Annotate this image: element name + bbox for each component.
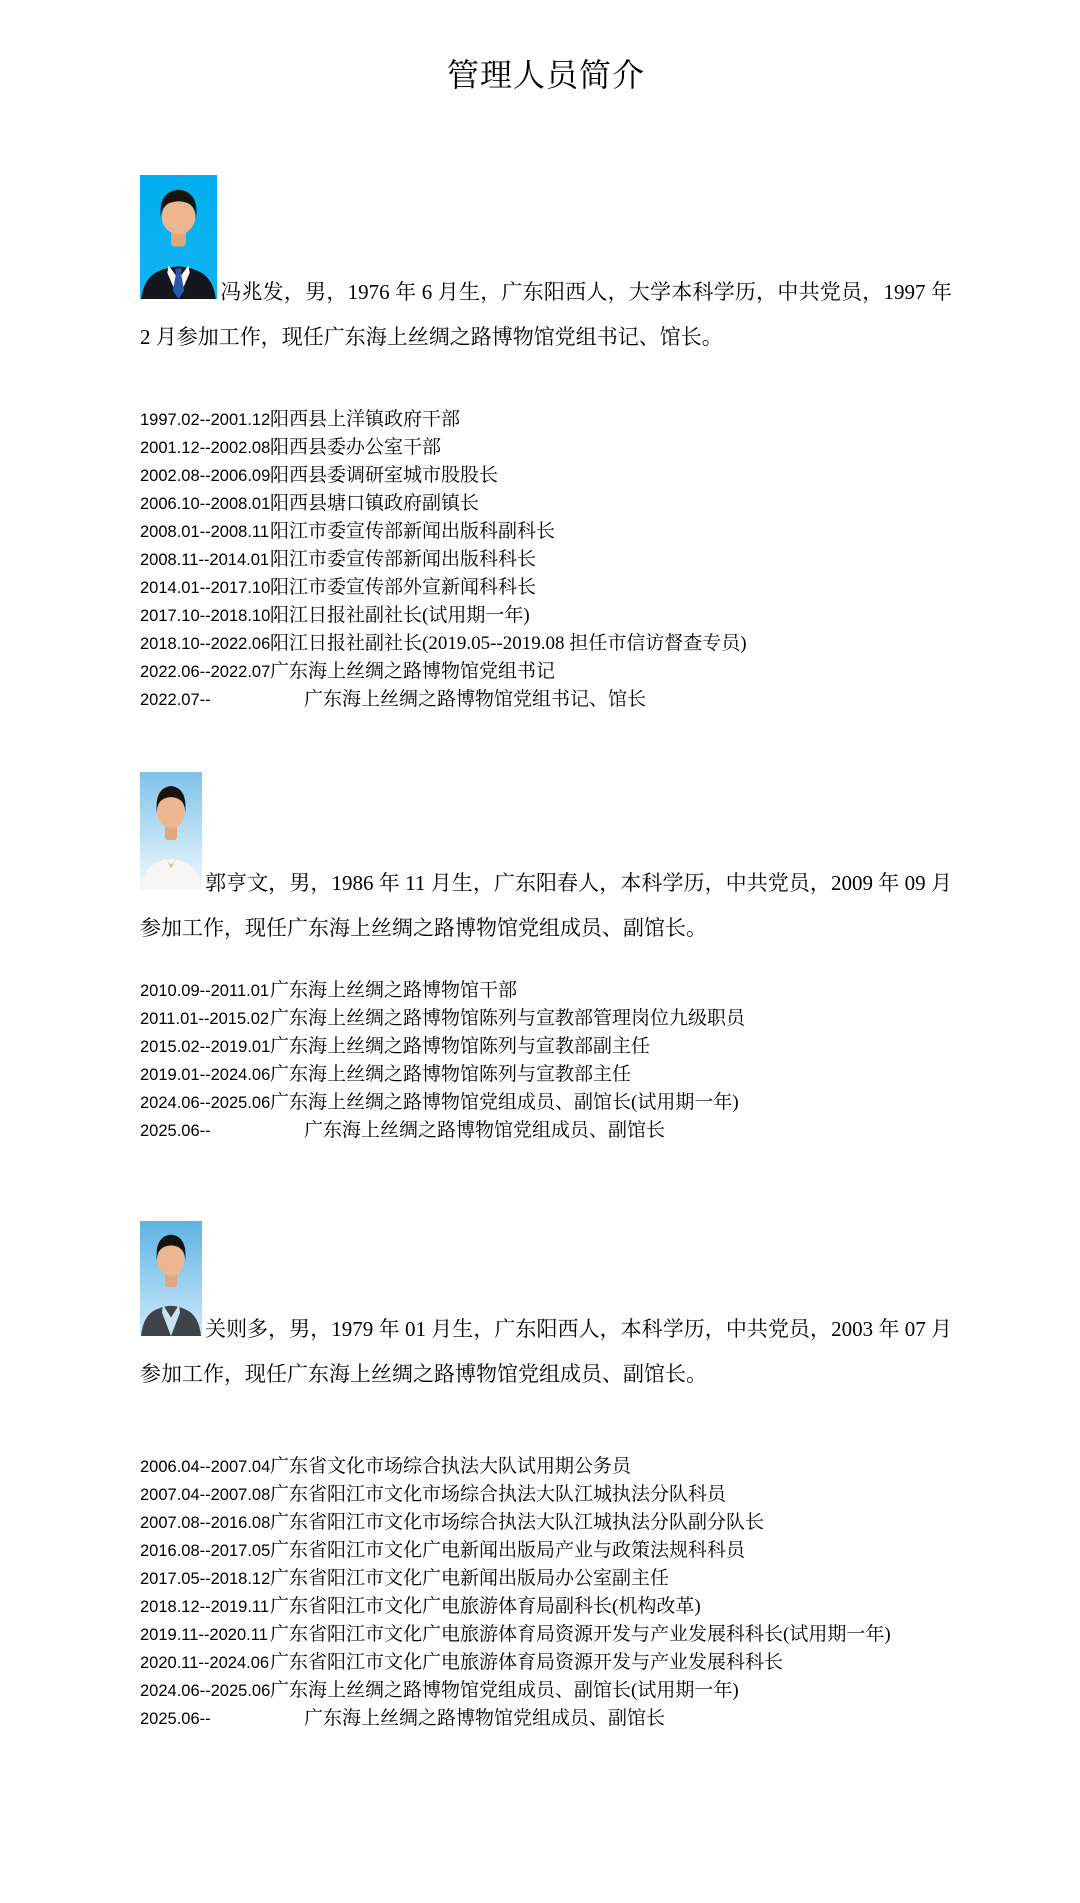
timeline-position: 广东海上丝绸之路博物馆陈列与宣教部主任: [270, 1064, 632, 1085]
timeline-position: 广东省阳江市文化广电旅游体育局资源开发与产业发展科科长(试用期一年): [270, 1624, 891, 1645]
timeline-entry: [140, 977, 952, 1005]
timeline-period: 2010.09--2011.01: [140, 982, 270, 1000]
timeline-entry: [140, 1509, 952, 1537]
timeline-period: 2007.04--2007.08: [140, 1486, 271, 1504]
timeline-position: 阳江市委宣传部外宣新闻科科长: [270, 577, 537, 598]
timeline-position: 阳西县委办公室干部: [270, 437, 442, 458]
timeline-entry: [140, 1677, 952, 1705]
career-timeline: [140, 406, 952, 714]
timeline-period: 2024.06--2025.06: [140, 1094, 271, 1112]
timeline-position: 广东省阳江市文化广电旅游体育局资源开发与产业发展科科长: [270, 1652, 784, 1673]
timeline-entry: [140, 1453, 952, 1481]
timeline-position: 广东省阳江市文化市场综合执法大队江城执法分队科员: [270, 1484, 727, 1505]
timeline-position: 广东海上丝绸之路博物馆党组成员、副馆长(试用期一年): [270, 1680, 739, 1701]
timeline-period: 2015.02--2019.01: [140, 1038, 271, 1056]
timeline-position: 阳西县上洋镇政府干部: [270, 409, 461, 430]
timeline-entry: [140, 630, 952, 658]
timeline-entry: [140, 1565, 952, 1593]
timeline-period: 2008.11--2014.01: [140, 551, 270, 569]
timeline-position: 阳江日报社副社长(2019.05--2019.08 担任市信访督查专员): [270, 633, 747, 654]
timeline-position: 广东海上丝绸之路博物馆陈列与宣教部副主任: [270, 1036, 651, 1057]
timeline-entry: [140, 1089, 952, 1117]
timeline-period: 2024.06--2025.06: [140, 1682, 271, 1700]
timeline-entry: [140, 602, 952, 630]
timeline-entry: [140, 1061, 952, 1089]
timeline-period: 1997.02--2001.12: [140, 411, 271, 429]
timeline-entry: [140, 686, 952, 714]
timeline-period: 2014.01--2017.10: [140, 579, 271, 597]
timeline-entry: [140, 1537, 952, 1565]
timeline-entry: [140, 1705, 952, 1733]
timeline-position: 广东海上丝绸之路博物馆陈列与宣教部管理岗位九级职员: [270, 1008, 746, 1029]
portrait-photo: [140, 175, 217, 299]
timeline-period: 2008.01--2008.11: [140, 523, 270, 541]
timeline-entry: [140, 546, 952, 574]
timeline-position: 广东省阳江市文化广电新闻出版局办公室副主任: [270, 1568, 670, 1589]
timeline-position: 阳江日报社副社长(试用期一年): [270, 605, 530, 626]
timeline-position: 广东海上丝绸之路博物馆党组成员、副馆长: [304, 1708, 666, 1729]
timeline-position: 阳西县委调研室城市股股长: [270, 465, 499, 486]
timeline-position: 广东省阳江市文化市场综合执法大队江城执法分队副分队长: [270, 1512, 765, 1533]
timeline-period: 2007.08--2016.08: [140, 1514, 271, 1532]
career-timeline: [140, 977, 952, 1145]
profile-section: [140, 175, 952, 714]
document-page: [0, 50, 1080, 1733]
timeline-period: 2011.01--2015.02: [140, 1010, 270, 1028]
timeline-period: 2022.07--: [140, 691, 211, 709]
profile-section: [140, 1221, 952, 1733]
portrait-photo: [140, 772, 202, 890]
timeline-period: 2025.06--: [140, 1122, 211, 1140]
timeline-period: 2001.12--2002.08: [140, 439, 271, 457]
timeline-period: 2018.10--2022.06: [140, 635, 271, 653]
timeline-period: 2016.08--2017.05: [140, 1542, 271, 1560]
timeline-period: 2022.06--2022.07: [140, 663, 271, 681]
timeline-period: 2025.06--: [140, 1710, 211, 1728]
timeline-position: 广东省阳江市文化广电旅游体育局副科长(机构改革): [270, 1596, 701, 1617]
timeline-entry: [140, 1481, 952, 1509]
timeline-position: 阳江市委宣传部新闻出版科副科长: [270, 521, 556, 542]
timeline-position: 广东海上丝绸之路博物馆党组书记: [270, 661, 556, 682]
timeline-entry: [140, 1117, 952, 1145]
timeline-position: 广东海上丝绸之路博物馆党组成员、副馆长: [304, 1120, 666, 1141]
timeline-entry: [140, 1649, 952, 1677]
timeline-period: 2017.10--2018.10: [140, 607, 271, 625]
profile-bio: [140, 175, 952, 360]
timeline-period: 2006.10--2008.01: [140, 495, 271, 513]
timeline-position: 广东海上丝绸之路博物馆党组成员、副馆长(试用期一年): [270, 1092, 739, 1113]
timeline-entry: [140, 1593, 952, 1621]
profile-section: [140, 772, 952, 1145]
timeline-entry: [140, 406, 952, 434]
timeline-position: 阳西县塘口镇政府副镇长: [270, 493, 480, 514]
career-timeline: [140, 1453, 952, 1733]
timeline-entry: [140, 1621, 952, 1649]
timeline-position: 广东海上丝绸之路博物馆干部: [270, 980, 518, 1001]
timeline-entry: [140, 1033, 952, 1061]
timeline-position: 广东省文化市场综合执法大队试用期公务员: [270, 1456, 632, 1477]
profiles-container: [140, 175, 952, 1733]
timeline-period: 2017.05--2018.12: [140, 1570, 271, 1588]
timeline-position: 广东海上丝绸之路博物馆党组书记、馆长: [304, 689, 647, 710]
timeline-position: 广东省阳江市文化广电新闻出版局产业与政策法规科科员: [270, 1540, 746, 1561]
timeline-entry: [140, 490, 952, 518]
timeline-period: 2018.12--2019.11: [140, 1598, 270, 1616]
timeline-entry: [140, 658, 952, 686]
portrait-photo: [140, 1221, 202, 1336]
timeline-entry: [140, 518, 952, 546]
timeline-entry: [140, 574, 952, 602]
timeline-period: 2019.11--2020.11: [140, 1626, 268, 1644]
timeline-entry: [140, 1005, 952, 1033]
profile-bio-text: 冯兆发，男，1976 年 6 月生，广东阳西人，大学本科学历，中共党员，1997 年 2 月参加工作，现任广东海上丝绸之路博物馆党组书记、馆长。: [140, 280, 952, 349]
timeline-position: 阳江市委宣传部新闻出版科科长: [270, 549, 537, 570]
profile-bio-text: 郭亨文，男，1986 年 11 月生，广东阳春人，本科学历，中共党员，2009 年 09 月参加工作，现任广东海上丝绸之路博物馆党组成员、副馆长。: [140, 871, 952, 940]
timeline-period: 2002.08--2006.09: [140, 467, 271, 485]
profile-bio: [140, 772, 952, 951]
profile-bio: [140, 1221, 952, 1397]
timeline-period: 2020.11--2024.06: [140, 1654, 270, 1672]
profile-bio-text: 关则多，男，1979 年 01 月生，广东阳西人，本科学历，中共党员，2003 年 07 月参加工作，现任广东海上丝绸之路博物馆党组成员、副馆长。: [140, 1317, 952, 1386]
timeline-entry: [140, 462, 952, 490]
page-title: 管理人员简介: [446, 56, 645, 94]
timeline-period: 2006.04--2007.04: [140, 1458, 271, 1476]
timeline-period: 2019.01--2024.06: [140, 1066, 271, 1084]
timeline-entry: [140, 434, 952, 462]
